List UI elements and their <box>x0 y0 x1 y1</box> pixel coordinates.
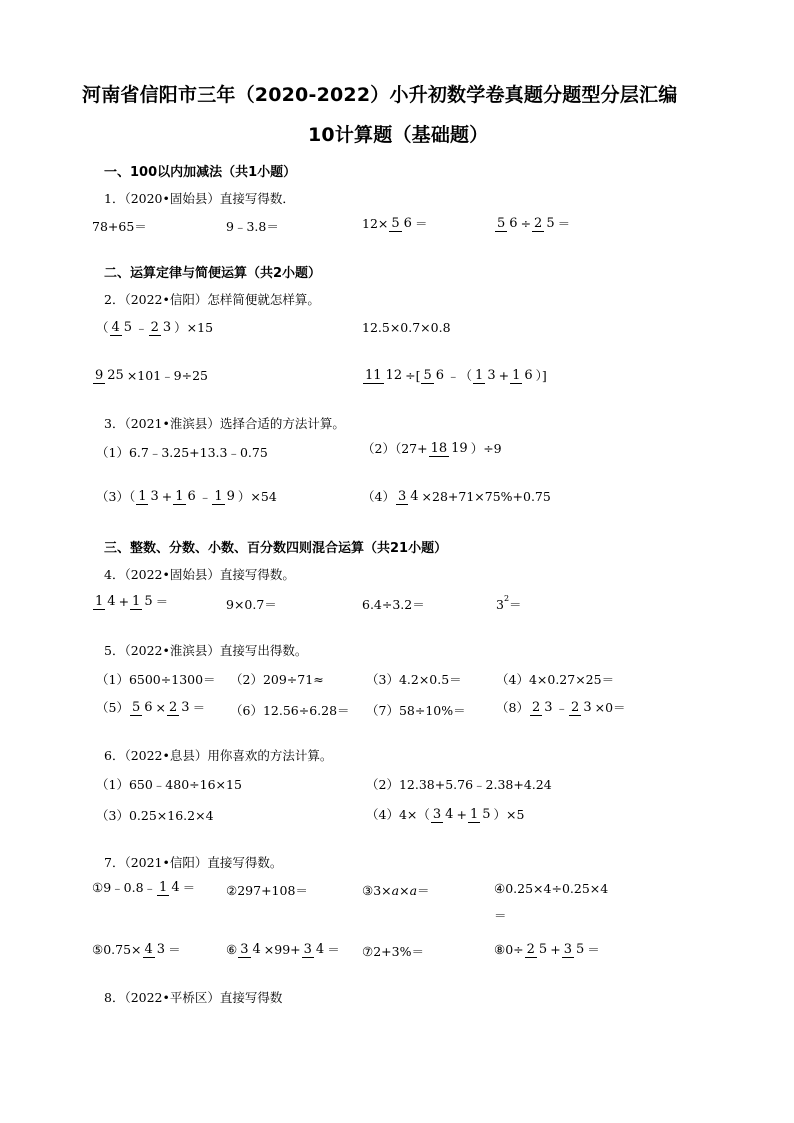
expression-text: ＝ <box>587 942 600 957</box>
expression-text: （1）650﹣480÷16×15 <box>96 777 242 792</box>
fraction <box>468 807 493 822</box>
q7-item-2 <box>226 881 308 899</box>
fraction-numerator: 1 <box>475 367 484 383</box>
expression-text: （8） <box>496 700 529 715</box>
fraction <box>525 942 550 957</box>
q5-item-2 <box>230 670 324 688</box>
expression-text: （3）（ <box>96 489 136 504</box>
fraction-numerator: 1 <box>512 367 521 383</box>
fraction-denominator: 3 <box>150 488 159 504</box>
expression-text: 12× <box>362 215 389 231</box>
fraction <box>389 216 414 231</box>
expression-text: ①9﹣0.8﹣ <box>92 880 157 895</box>
fraction-numerator: 1 <box>214 488 223 504</box>
expression-text: × <box>155 699 166 715</box>
fraction-numerator: 2 <box>150 319 159 335</box>
q7-item-6 <box>226 940 340 958</box>
fraction <box>149 320 174 335</box>
expression-text: ﹣ <box>135 320 148 335</box>
fraction-numerator: 9 <box>95 367 104 383</box>
question-8-stem: 8．（2022•平桥区）直接写得数 <box>104 990 283 1005</box>
q5-item-1 <box>96 670 216 688</box>
expression-text: ×0＝ <box>594 700 626 715</box>
fraction-denominator: 4 <box>252 941 261 957</box>
fraction-numerator: 1 <box>138 488 147 504</box>
expression-text: + <box>550 941 561 957</box>
q2-item-d <box>362 366 547 384</box>
expression-text: ×101﹣9÷25 <box>126 368 208 383</box>
fraction <box>429 441 470 456</box>
expression-text: 9×0.7＝ <box>226 597 277 612</box>
expression-text: ）×15 <box>174 320 214 335</box>
fraction <box>157 880 182 895</box>
fraction-numerator: 5 <box>391 215 400 231</box>
fraction-numerator: 4 <box>111 319 120 335</box>
q1-item-d <box>494 214 570 232</box>
fraction-denominator: 6 <box>403 215 412 231</box>
q3-item-4 <box>362 487 551 505</box>
expression-text: ＝ <box>168 942 181 957</box>
q6-item-1 <box>96 775 242 793</box>
expression-text: （4）4×0.27×25＝ <box>496 672 615 687</box>
q7-item-3 <box>362 881 430 899</box>
q5-item-3 <box>366 670 462 688</box>
fraction-numerator: 3 <box>432 806 442 822</box>
expression-text: ÷ <box>520 215 532 231</box>
expression-text: （2）12.38+5.76﹣2.38+4.24 <box>366 777 552 792</box>
fraction-denominator: 6 <box>187 488 196 504</box>
expression-text: a <box>409 882 418 898</box>
fraction-denominator: 5 <box>144 593 153 609</box>
q7-item-5 <box>92 940 181 958</box>
fraction-numerator: 2 <box>169 699 178 715</box>
expression-text: ＝ <box>494 908 507 923</box>
expression-text: ⑥ <box>226 941 238 957</box>
fraction <box>363 368 404 383</box>
expression-text: 12.5×0.7×0.8 <box>362 320 451 335</box>
q5-item-5 <box>96 698 205 716</box>
fraction <box>562 942 587 957</box>
q7-item-4-line2 <box>494 906 507 924</box>
q4-item-a <box>92 592 168 610</box>
fraction-numerator: 5 <box>497 215 506 231</box>
expression-text: × <box>399 882 410 898</box>
q1-item-a <box>92 217 147 235</box>
expression-text: ）÷9 <box>470 441 502 456</box>
expression-text: 2 <box>503 593 510 603</box>
fraction-numerator: 2 <box>534 215 543 231</box>
fraction-denominator: 4 <box>315 941 325 957</box>
q4-item-b <box>226 595 277 613</box>
fraction-numerator: 3 <box>397 488 407 504</box>
fraction <box>110 320 135 335</box>
fraction <box>510 368 535 383</box>
fraction-numerator: 2 <box>526 941 535 957</box>
fraction-denominator: 3 <box>162 319 172 335</box>
expression-text: ﹣（ <box>447 368 473 383</box>
q7-item-7 <box>362 942 424 960</box>
fraction <box>238 942 263 957</box>
fraction-denominator: 3 <box>544 699 553 715</box>
fraction-numerator: 1 <box>159 879 168 895</box>
expression-text: ②297+108＝ <box>226 883 308 898</box>
q5-item-8 <box>496 698 626 716</box>
fraction-denominator: 5 <box>538 941 548 957</box>
expression-text: 3 <box>496 596 504 612</box>
expression-text: ＝ <box>557 216 571 231</box>
fraction-denominator: 3 <box>156 941 166 957</box>
fraction-numerator: 2 <box>571 699 580 715</box>
fraction <box>530 700 555 715</box>
expression-text: ⑦2+3%＝ <box>362 944 424 959</box>
expression-text: （3）4.2×0.5＝ <box>366 672 462 687</box>
q1-item-b <box>226 217 279 235</box>
fraction-numerator: 18 <box>430 440 448 456</box>
expression-text: （1）6.7﹣3.25+13.3﹣0.75 <box>96 445 268 460</box>
expression-text: ③3× <box>362 882 392 898</box>
fraction <box>302 942 327 957</box>
expression-text: ＝ <box>327 942 340 957</box>
fraction <box>212 489 237 504</box>
fraction-numerator: 3 <box>240 941 249 957</box>
fraction-denominator: 5 <box>482 806 491 822</box>
fraction-denominator: 4 <box>171 879 180 895</box>
fraction-numerator: 4 <box>144 941 153 957</box>
fraction-denominator: 3 <box>583 699 592 715</box>
expression-text: （1）6500÷1300＝ <box>96 672 216 687</box>
expression-text: （7）58÷10%＝ <box>366 703 466 718</box>
fraction-denominator: 4 <box>445 806 454 822</box>
q3-item-2 <box>362 439 502 457</box>
expression-text: 6.4÷3.2＝ <box>362 597 425 612</box>
expression-text: ）] <box>535 368 547 383</box>
fraction-denominator: 4 <box>107 593 116 609</box>
q2-item-c <box>92 366 208 384</box>
fraction-denominator: 6 <box>144 699 153 715</box>
expression-text: ÷[ <box>405 367 421 383</box>
fraction-numerator: 3 <box>303 941 312 957</box>
expression-text: ⑧0÷ <box>494 941 524 957</box>
q6-item-4 <box>366 805 524 823</box>
fraction-numerator: 1 <box>175 488 184 504</box>
expression-text: + <box>161 488 173 504</box>
expression-text: ⑤0.75× <box>92 941 142 957</box>
expression-text: 9﹣3.8＝ <box>226 219 279 234</box>
page-title-line1: 河南省信阳市三年（2020-2022）小升初数学卷真题分题型分层汇编 <box>82 84 678 106</box>
fraction <box>569 700 594 715</box>
q7-item-4-line1 <box>494 881 608 896</box>
expression-text: + <box>456 806 467 822</box>
question-2-stem: 2．（2022•信阳）怎样简便就怎样算。 <box>104 292 320 307</box>
fraction-numerator: 1 <box>132 593 141 609</box>
fraction <box>136 489 161 504</box>
fraction-numerator: 11 <box>365 367 382 383</box>
expression-text: ）×5 <box>493 807 525 822</box>
expression-text: 78+65＝ <box>92 219 147 234</box>
q3-item-3 <box>96 487 277 505</box>
fraction <box>495 216 520 231</box>
fraction <box>130 700 155 715</box>
q4-item-d <box>496 595 522 613</box>
fraction-denominator: 6 <box>509 215 518 231</box>
expression-text: ＝ <box>509 597 522 612</box>
expression-text: （2）（27+ <box>362 441 428 456</box>
question-6-stem: 6．（2022•息县）用你喜欢的方法计算。 <box>104 748 333 763</box>
expression-text: ＝ <box>417 883 430 898</box>
fraction-denominator: 6 <box>524 367 533 383</box>
fraction <box>532 216 557 231</box>
expression-text: ）×54 <box>237 489 277 504</box>
expression-text: + <box>118 593 130 609</box>
fraction <box>93 368 126 383</box>
expression-text: ﹣ <box>198 489 212 504</box>
q1-item-c <box>362 214 427 232</box>
expression-text: ﹣ <box>555 700 569 715</box>
expression-text: （4）4×（ <box>366 807 430 822</box>
fraction <box>173 489 198 504</box>
section-heading-3: 三、整数、分数、小数、百分数四则混合运算（共21小题） <box>104 541 448 556</box>
fraction-denominator: 12 <box>385 367 403 383</box>
fraction <box>396 489 421 504</box>
fraction <box>473 368 498 383</box>
expression-text: （6）12.56÷6.28＝ <box>230 703 350 718</box>
expression-text: + <box>498 367 510 383</box>
fraction-numerator: 1 <box>469 806 479 822</box>
fraction-numerator: 5 <box>131 699 141 715</box>
q5-item-4 <box>496 670 614 688</box>
expression-text: ×28+71×75%+0.75 <box>421 488 551 504</box>
question-3-stem: 3．（2021•淮滨县）选择合适的方法计算。 <box>104 416 345 431</box>
question-7-stem: 7．（2021•信阳）直接写得数。 <box>104 855 283 870</box>
expression-text: （4） <box>362 489 395 504</box>
question-1-stem: 1．（2020•固始县）直接写得数． <box>104 191 295 206</box>
fraction-denominator: 5 <box>123 319 133 335</box>
fraction-denominator: 4 <box>410 488 419 504</box>
fraction-denominator: 5 <box>575 941 585 957</box>
expression-text: （5） <box>96 700 129 715</box>
q3-item-1 <box>96 443 268 461</box>
q7-item-8 <box>494 940 600 958</box>
fraction-denominator: 9 <box>226 488 235 504</box>
q7-item-1 <box>92 878 195 896</box>
expression-text: （3）0.25×16.2×4 <box>96 808 214 823</box>
fraction-denominator: 5 <box>546 215 555 231</box>
fraction-denominator: 19 <box>451 440 468 456</box>
q6-item-2 <box>366 775 552 793</box>
fraction-numerator: 3 <box>563 941 572 957</box>
fraction <box>167 700 192 715</box>
expression-text: ＝ <box>155 594 169 609</box>
section-heading-1: 一、100以内加减法（共1小题） <box>104 165 297 180</box>
q4-item-c <box>362 595 425 613</box>
fraction <box>143 942 168 957</box>
expression-text: （ <box>96 320 109 335</box>
fraction <box>431 807 456 822</box>
question-5-stem: 5．（2022•淮滨县）直接写出得数。 <box>104 643 308 658</box>
fraction <box>130 594 155 609</box>
fraction-denominator: 3 <box>487 367 496 383</box>
section-heading-2: 二、运算定律与简便运算（共2小题） <box>104 266 322 281</box>
question-4-stem: 4．（2022•固始县）直接写得数。 <box>104 567 295 582</box>
expression-text: ＝ <box>182 880 196 895</box>
page-title-line2: 10计算题（基础题） <box>308 124 489 146</box>
q5-item-6 <box>230 701 350 719</box>
expression-text: ④0.25×4÷0.25×4 <box>494 881 609 896</box>
q2-item-b <box>362 320 451 335</box>
expression-text: ×99+ <box>263 941 301 957</box>
q2-item-a <box>96 318 213 336</box>
fraction-denominator: 6 <box>435 367 445 383</box>
expression-text: a <box>391 882 400 898</box>
fraction-numerator: 2 <box>531 699 541 715</box>
fraction <box>421 368 446 383</box>
expression-text: ＝ <box>414 216 428 231</box>
fraction-denominator: 25 <box>107 367 124 383</box>
fraction <box>93 594 118 609</box>
q5-item-7 <box>366 701 466 719</box>
expression-text: ＝ <box>192 700 206 715</box>
fraction-numerator: 1 <box>95 593 104 609</box>
q6-item-3 <box>96 806 214 824</box>
fraction-denominator: 3 <box>181 699 190 715</box>
expression-text: （2）209÷71≈ <box>230 672 324 687</box>
fraction-numerator: 5 <box>423 367 432 383</box>
